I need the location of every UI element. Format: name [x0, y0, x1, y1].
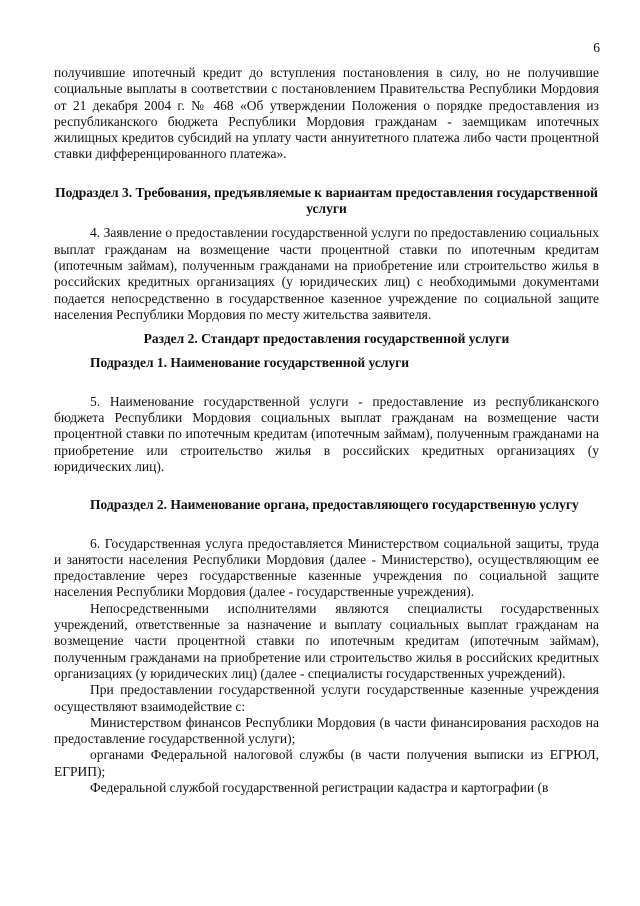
document-body: [54, 65, 599, 796]
heading-subsection-2: Подраздел 2. Наименование органа, предоставляющего государственную услугу: [90, 497, 579, 513]
paragraph-registration-service: Федеральной службой государственной регистрации кадастра и картографии (в: [90, 779, 549, 795]
paragraph-interaction: При предоставлении государственной услуги государственные казенные учреждения осуществляют взаимодействие с:: [54, 682, 599, 714]
paragraph-executors: Непосредственными исполнителями являются специалисты государственных учреждений, ответственные за назначение и выплату социальных выплат гражданам на возмещение части процентной ставки по ипотечным кредитам (ипотечным займам), полученным гражданами на приобретение или строительство жилья в российских кредитных организациях (у юридических лиц) (далее - специалисты государственных учреждений).: [54, 600, 599, 681]
paragraph-4: 4. Заявление о предоставлении государственной услуги по предоставлению социальных выплат гражданам на возмещение части процентной ставки по ипотечным кредитам (ипотечным займам), полученным гражданами на приобретение или строительство жилья в российских кредитных организациях (у юридических лиц) с необходимыми документами подается непосредственно в государственное казенное учреждение по социальной защите населения Республики Мордовия по месту жительства заявителя.: [54, 225, 599, 322]
paragraph-tax-service: органами Федеральной налоговой службы (в части получения выписки из ЕГРЮЛ, ЕГРИП);: [54, 747, 599, 779]
heading-subsection-3: Подраздел 3. Требования, предъявляемые к вариантам предоставления государственной услуги: [55, 184, 598, 217]
page-number: 6: [593, 40, 600, 55]
heading-subsection-1: Подраздел 1. Наименование государственной услуги: [90, 355, 410, 371]
paragraph-intro: получившие ипотечный кредит до вступления постановления в силу, но не получившие социальные выплаты в соответствии с постановлением Правительства Республики Мордовия от 21 декабря 2004 г. № 468 «Об утверждении Положения о порядке предоставления из республиканского бюджета Республики Мордовия гражданам - заемщикам ипотечных жилищных кредитов субсидий на уплату части аннуитетного платежа либо части процентной ставки дифференцированного платежа».: [54, 65, 599, 162]
paragraph-5: 5. Наименование государственной услуги - предоставление из республиканского бюджета Республики Мордовия социальных выплат гражданам на возмещение части процентной ставки по ипотечным кредитам (ипотечным займам), полученным гражданами на приобретение или строительство жилья в российских кредитных организациях (у юридических лиц).: [54, 393, 599, 474]
paragraph-ministry-finance: Министерством финансов Республики Мордовия (в части финансирования расходов на предоставление государственной услуги);: [54, 714, 599, 747]
paragraph-6: 6. Государственная услуга предоставляется Министерством социальной защиты, труда и занятости населения Республики Мордовия (далее - Министерство), осуществляющим ее предоставление через государственные казенные учреждения по социальной защите населения Республики Мордовия (далее - государственные учреждения).: [54, 535, 599, 600]
heading-section-2: Раздел 2. Стандарт предоставления государственной услуги: [143, 331, 510, 347]
